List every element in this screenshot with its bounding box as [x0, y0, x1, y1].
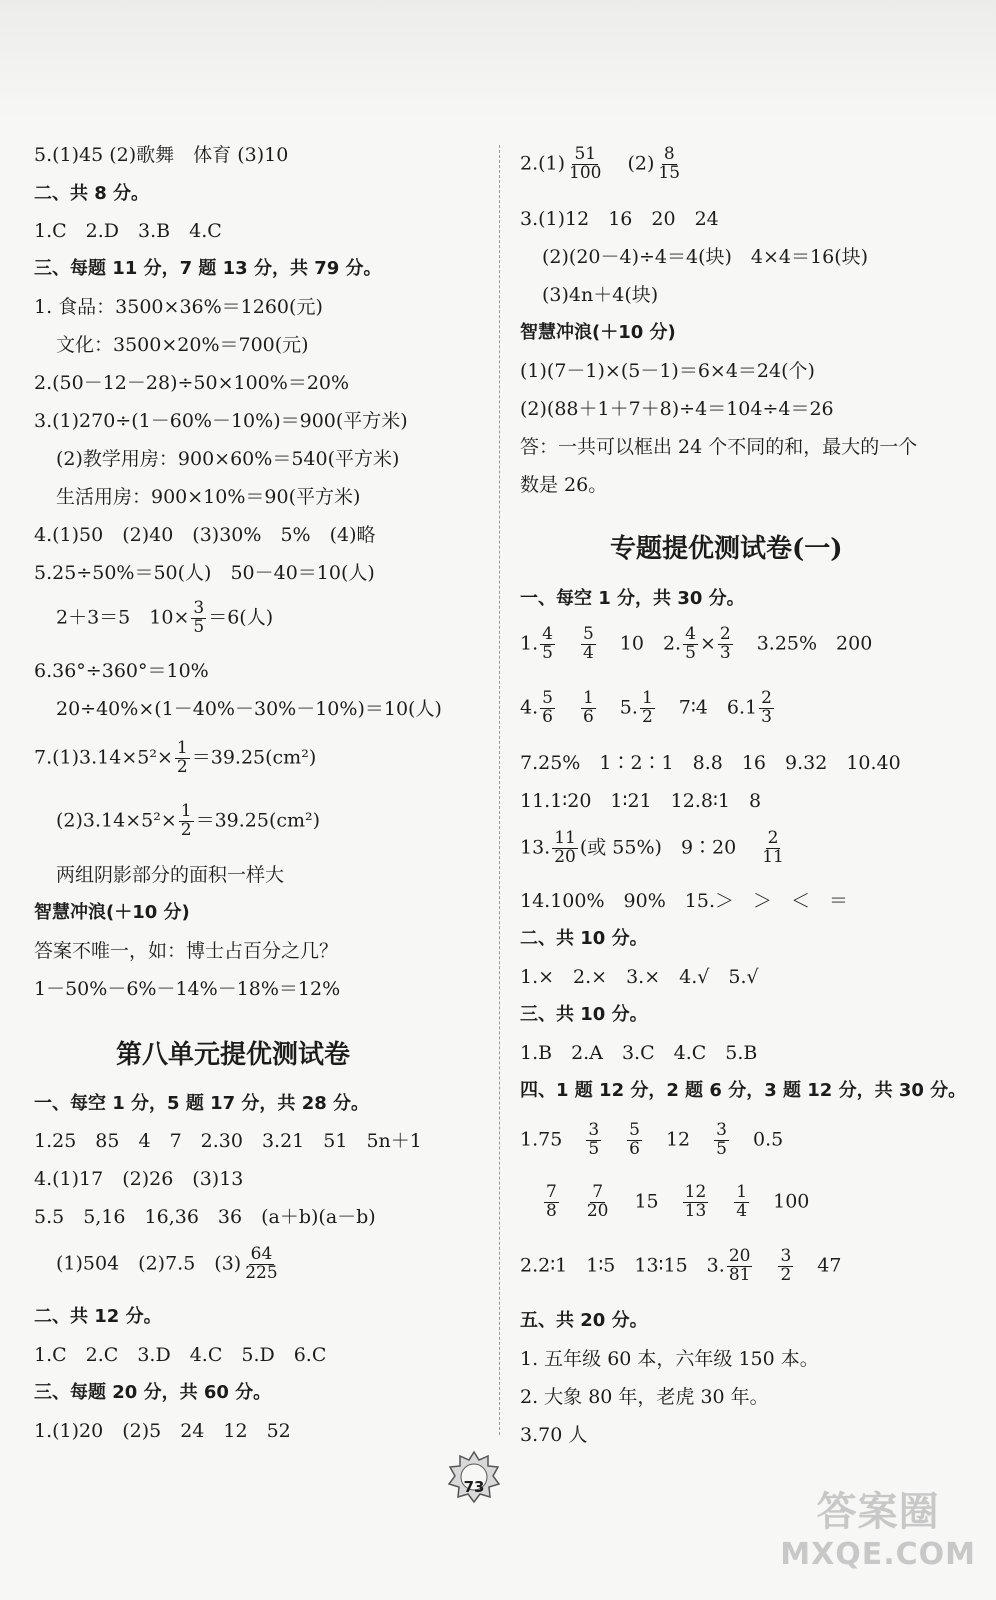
fraction — [714, 1122, 729, 1159]
answer-line: (2)(20－4)÷4＝4(块) 4×4＝16(块) — [542, 246, 869, 268]
denominator: 2 — [780, 1264, 792, 1285]
text: 7∶4 6.1 — [678, 696, 758, 719]
denominator: 4 — [736, 1200, 748, 1221]
answer-line: 答：一共可以框出 24 个不同的和，最大的一个 — [520, 436, 918, 458]
text: 10 2. — [619, 632, 682, 655]
section-header: 一、每空 1 分，5 题 17 分，共 28 分。 — [34, 1093, 370, 1114]
text: (2)3.14×5²× — [56, 809, 177, 832]
section-header: 一、每空 1 分，共 30 分。 — [520, 588, 745, 609]
numerator: 1 — [176, 738, 188, 758]
numerator: 7 — [546, 1182, 557, 1202]
answer-line: 20÷40%×(1－40%－30%－10%)＝10(人) — [56, 698, 442, 720]
fraction — [585, 1184, 611, 1221]
numerator: 12 — [684, 1182, 707, 1202]
section-header: 二、共 8 分。 — [34, 183, 150, 204]
answer-line: 14.100% 90% 15.＞ ＞ ＜ ＝ — [520, 890, 848, 912]
answer-line — [56, 600, 273, 637]
answer-line — [520, 690, 776, 727]
watermark — [780, 1480, 976, 1572]
answer-line: 答案不唯一，如：博士占百分之几？ — [34, 940, 339, 962]
answer-line: 生活用房：900×10%＝90(平方米) — [56, 486, 361, 508]
answer-line: 1. 食品：3500×36%＝1260(元) — [34, 296, 323, 318]
text: 12 — [665, 1128, 691, 1151]
text: ＝39.25(cm²) — [191, 746, 317, 769]
answer-line — [520, 830, 788, 867]
fraction — [760, 830, 786, 867]
answer-line — [542, 1184, 809, 1221]
denominator: 4 — [582, 642, 594, 663]
page-top-shade — [0, 0, 996, 120]
answer-line: 4.(1)17 (2)26 (3)13 — [34, 1168, 244, 1190]
text: 5. — [619, 696, 638, 719]
denominator: 13 — [684, 1200, 707, 1221]
numerator: 20 — [728, 1246, 751, 1266]
section-header: 三、每题 11 分，7 题 13 分，共 79 分。 — [34, 258, 382, 279]
text: 1. — [520, 632, 539, 655]
answer-line: 1.C 2.D 3.B 4.C — [34, 220, 222, 242]
answer-line — [520, 1248, 841, 1285]
answer-line: 1.C 2.C 3.D 4.C 5.D 6.C — [34, 1344, 327, 1366]
answer-line — [56, 1246, 282, 1283]
denominator: 2 — [176, 756, 188, 777]
fraction — [759, 690, 774, 727]
answer-line — [520, 626, 872, 663]
fraction — [627, 1122, 642, 1159]
numerator: 64 — [250, 1244, 273, 1264]
fraction — [243, 1246, 279, 1283]
section-header: 三、共 10 分。 — [520, 1004, 648, 1025]
denominator: 5 — [716, 1138, 727, 1159]
text: × — [699, 632, 716, 655]
fraction — [540, 626, 555, 663]
denominator: 8 — [546, 1200, 557, 1221]
numerator: 3 — [193, 598, 205, 618]
denominator: 5 — [193, 616, 205, 637]
answer-line: 3.(1)270÷(1－60%－10%)＝900(平方米) — [34, 410, 408, 432]
numerator: 5 — [542, 688, 553, 708]
answer-line: 1－50%－6%－14%－18%＝12% — [34, 978, 341, 1000]
text: ＝6(人) — [208, 606, 274, 629]
text: 13. — [520, 836, 551, 859]
fraction — [727, 1248, 753, 1285]
text: 2＋3＝5 10× — [56, 606, 190, 629]
answer-line: 1.25 85 4 7 2.30 3.21 51 5n＋1 — [34, 1130, 422, 1152]
denominator: 5 — [685, 642, 696, 663]
fraction — [734, 1184, 749, 1221]
numerator: 2 — [761, 688, 772, 708]
numerator: 4 — [685, 624, 696, 644]
answer-line: (3)4n＋4(块) — [542, 284, 659, 306]
text: (2) — [627, 152, 655, 175]
fraction — [640, 690, 655, 727]
answer-line: 5.25÷50%＝50(人) 50－40＝10(人) — [34, 562, 375, 584]
fraction — [179, 803, 194, 840]
answer-line: (2)教学用房：900×60%＝540(平方米) — [56, 448, 400, 470]
numerator: 8 — [663, 144, 675, 164]
fraction — [683, 1184, 709, 1221]
fraction — [586, 1122, 601, 1159]
fraction — [581, 690, 596, 727]
fraction — [567, 146, 603, 183]
answer-line — [34, 740, 316, 777]
numerator: 3 — [716, 1120, 727, 1140]
text: 2.2∶1 1∶5 13∶15 3. — [520, 1254, 725, 1277]
text: 100 — [773, 1190, 810, 1213]
fraction — [778, 1248, 793, 1285]
answer-line: 11.1∶20 1∶21 12.8∶1 8 — [520, 790, 762, 812]
numerator: 7 — [592, 1182, 604, 1202]
answer-line: 4.(1)50 (2)40 (3)30% 5% (4)略 — [34, 524, 376, 546]
answer-line — [520, 146, 684, 183]
numerator: 3 — [780, 1246, 792, 1266]
fraction — [544, 1184, 559, 1221]
denominator: 20 — [554, 846, 576, 867]
answer-line — [520, 1122, 783, 1159]
answer-line: 6.36°÷360°＝10% — [34, 660, 209, 682]
text: 4. — [520, 696, 539, 719]
numerator: 5 — [629, 1120, 640, 1140]
answer-line: 3.70 人 — [520, 1424, 588, 1446]
section-header: 智慧冲浪(＋10 分) — [520, 322, 676, 343]
answer-line: 1. 五年级 60 本，六年级 150 本。 — [520, 1348, 819, 1370]
denominator: 5 — [542, 642, 553, 663]
answer-line: 文化：3500×20%＝700(元) — [56, 334, 309, 356]
answer-line: (1)(7－1)×(5－1)＝6×4＝24(个) — [520, 360, 815, 382]
fraction — [540, 690, 555, 727]
answer-line: 1.(1)20 (2)5 24 12 52 — [34, 1420, 291, 1442]
section-header: 二、共 12 分。 — [34, 1306, 162, 1327]
denominator: 6 — [582, 706, 594, 727]
text: ＝39.25(cm²) — [195, 809, 321, 832]
denominator: 81 — [728, 1264, 751, 1285]
numerator: 5 — [582, 624, 594, 644]
denominator: 6 — [542, 706, 553, 727]
denominator: 20 — [586, 1200, 609, 1221]
section-header: 四、1 题 12 分，2 题 6 分，3 题 12 分，共 30 分。 — [520, 1080, 967, 1101]
section-header: 二、共 10 分。 — [520, 928, 648, 949]
fraction — [175, 740, 190, 777]
numerator: 1 — [641, 688, 653, 708]
denominator: 100 — [569, 162, 602, 183]
fraction — [656, 146, 682, 183]
answer-line: (2)(88＋1＋7＋8)÷4＝104÷4＝26 — [520, 398, 834, 420]
answer-line: 1.B 2.A 3.C 4.C 5.B — [520, 1042, 758, 1064]
denominator: 15 — [658, 162, 681, 183]
numerator: 2 — [767, 828, 779, 848]
text: (1)504 (2)7.5 (3) — [56, 1252, 242, 1275]
denominator: 2 — [641, 706, 653, 727]
text: 3.25% 200 — [756, 632, 873, 655]
page-number: 73 — [463, 1478, 485, 1496]
numerator: 1 — [582, 688, 594, 708]
section-title: 专题提优测试卷(一) — [610, 534, 843, 564]
section-title: 第八单元提优测试卷 — [116, 1040, 351, 1070]
text: 2.(1) — [520, 152, 566, 175]
text: 7.(1)3.14×5²× — [34, 746, 173, 769]
answer-line: 7.25% 1∶2∶1 8.8 16 9.32 10.40 — [520, 752, 901, 774]
answer-line: 5.5 5,16 16,36 36 (a＋b)(a－b) — [34, 1206, 376, 1228]
numerator: 2 — [719, 624, 731, 644]
section-header: 三、每题 20 分，共 60 分。 — [34, 1382, 272, 1403]
section-header: 五、共 20 分。 — [520, 1310, 648, 1331]
denominator: 6 — [629, 1138, 640, 1159]
answer-line: 2.(50－12－28)÷50×100%＝20% — [34, 372, 350, 394]
answer-line — [56, 803, 320, 840]
text: 15 — [634, 1190, 659, 1213]
text: 1.75 — [520, 1128, 563, 1151]
text: (或 55%) 9∶20 — [579, 836, 737, 859]
fraction — [718, 626, 733, 663]
watermark-line2: MXQE.COM — [780, 1537, 976, 1572]
denominator: 5 — [588, 1138, 600, 1159]
answer-line: 3.(1)12 16 20 24 — [520, 208, 719, 230]
fraction — [191, 600, 206, 637]
numerator: 51 — [574, 144, 597, 164]
fraction — [581, 626, 596, 663]
answer-line: 两组阴影部分的面积一样大 — [56, 864, 285, 886]
answer-line: 5.(1)45 (2)歌舞 体育 (3)10 — [34, 144, 289, 166]
answer-line: 1.× 2.× 3.× 4.√ 5.√ — [520, 966, 759, 988]
numerator: 4 — [542, 624, 553, 644]
section-header: 智慧冲浪(＋10 分) — [34, 902, 190, 923]
text: 47 — [817, 1254, 842, 1277]
fraction — [552, 830, 578, 867]
numerator: 11 — [554, 828, 576, 848]
answer-line: 2. 大象 80 年，老虎 30 年。 — [520, 1386, 769, 1408]
denominator: 11 — [762, 846, 784, 867]
numerator: 3 — [588, 1120, 600, 1140]
denominator: 3 — [719, 642, 731, 663]
watermark-line1: 答案圈 — [816, 1489, 940, 1535]
numerator: 1 — [180, 801, 192, 821]
text: 0.5 — [752, 1128, 784, 1151]
denominator: 2 — [180, 819, 192, 840]
denominator: 3 — [761, 706, 772, 727]
answer-line: 数是 26。 — [520, 474, 608, 496]
column-divider — [499, 145, 500, 1435]
numerator: 1 — [736, 1182, 748, 1202]
denominator: 225 — [245, 1262, 278, 1283]
fraction — [683, 626, 698, 663]
